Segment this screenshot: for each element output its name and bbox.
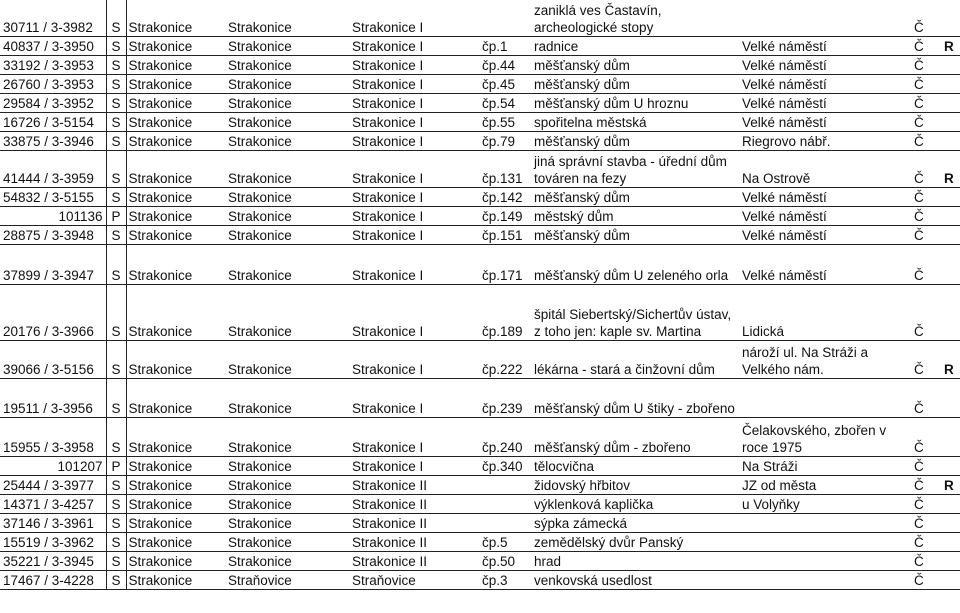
cell-house-number: čp.189 (480, 284, 532, 340)
cell-protection-type: S (106, 570, 126, 589)
cell-protection-type: S (106, 187, 126, 206)
cell-monument-name: sýpka zámecká (532, 513, 740, 532)
cell-flag-r: R (942, 340, 960, 378)
cell-district: Strakonice (126, 456, 226, 475)
cell-district: Strakonice (126, 0, 226, 36)
cell-street (740, 532, 912, 551)
cell-street (740, 513, 912, 532)
table-row (0, 93, 960, 112)
table-row (0, 55, 960, 74)
cell-monument-name: výklenková kaplička (532, 494, 740, 513)
cell-municipality: Strakonice (226, 340, 350, 378)
cell-house-number: čp.3 (480, 570, 532, 589)
cell-municipality: Strakonice (226, 417, 350, 456)
cell-catalog-number: 39066 / 3-5156 (0, 340, 106, 378)
cell-flag-c: Č (912, 513, 942, 532)
cell-municipality-part: Strakonice I (350, 206, 480, 225)
cell-street: u Volyňky (740, 494, 912, 513)
cell-house-number: čp.5 (480, 532, 532, 551)
cell-catalog-number: 37899 / 3-3947 (0, 244, 106, 284)
cell-municipality: Strakonice (226, 513, 350, 532)
cell-house-number: čp.44 (480, 55, 532, 74)
cell-municipality-part: Strakonice I (350, 340, 480, 378)
cell-protection-type: S (106, 244, 126, 284)
cell-municipality-part: Strakonice I (350, 456, 480, 475)
cell-protection-type: S (106, 93, 126, 112)
cell-house-number: čp.50 (480, 551, 532, 570)
cell-monument-name: hrad (532, 551, 740, 570)
cell-protection-type: P (106, 206, 126, 225)
cell-flag-r (942, 494, 960, 513)
cell-catalog-number: 41444 / 3-3959 (0, 150, 106, 187)
cell-house-number: čp.131 (480, 150, 532, 187)
cell-catalog-number: 29584 / 3-3952 (0, 93, 106, 112)
cell-municipality-part: Strakonice II (350, 513, 480, 532)
cell-house-number: čp.55 (480, 112, 532, 131)
table-row (0, 284, 960, 340)
cell-municipality: Strakonice (226, 378, 350, 417)
cell-catalog-number: 20176 / 3-3966 (0, 284, 106, 340)
cell-municipality-part: Strakonice I (350, 417, 480, 456)
cell-street: Na Ostrově (740, 150, 912, 187)
cell-municipality-part: Strakonice I (350, 131, 480, 150)
cell-municipality-part: Strakonice I (350, 112, 480, 131)
cell-district: Strakonice (126, 340, 226, 378)
cell-municipality: Strakonice (226, 475, 350, 494)
table-row (0, 340, 960, 378)
cell-monument-name: měšťanský dům (532, 187, 740, 206)
cell-municipality-part: Strakonice II (350, 475, 480, 494)
table-row (0, 225, 960, 244)
cell-monument-name: venkovská usedlost (532, 570, 740, 589)
cell-monument-name: zemědělský dvůr Panský (532, 532, 740, 551)
cell-flag-c: Č (912, 244, 942, 284)
cell-monument-name: městský dům (532, 206, 740, 225)
cell-street: Velké náměstí (740, 55, 912, 74)
table-row (0, 532, 960, 551)
cell-municipality-part: Strakonice I (350, 225, 480, 244)
cell-street (740, 551, 912, 570)
cell-street (740, 378, 912, 417)
cell-municipality-part: Straňovice (350, 570, 480, 589)
cell-flag-r (942, 244, 960, 284)
table-row (0, 551, 960, 570)
cell-district: Strakonice (126, 284, 226, 340)
cell-municipality: Strakonice (226, 150, 350, 187)
table-row (0, 570, 960, 589)
cell-flag-c: Č (912, 112, 942, 131)
table-row (0, 36, 960, 55)
cell-municipality: Strakonice (226, 187, 350, 206)
cell-house-number: čp.79 (480, 131, 532, 150)
cell-flag-r (942, 532, 960, 551)
cell-flag-c: Č (912, 532, 942, 551)
cell-municipality-part: Strakonice I (350, 36, 480, 55)
cell-flag-r (942, 417, 960, 456)
cell-municipality: Strakonice (226, 36, 350, 55)
cell-house-number: čp.54 (480, 93, 532, 112)
cell-district: Strakonice (126, 570, 226, 589)
cell-catalog-number: 40837 / 3-3950 (0, 36, 106, 55)
cell-catalog-number: 33192 / 3-3953 (0, 55, 106, 74)
cell-flag-r (942, 93, 960, 112)
table-row (0, 513, 960, 532)
cell-protection-type: S (106, 112, 126, 131)
cell-house-number: čp.45 (480, 74, 532, 93)
cell-municipality: Strakonice (226, 284, 350, 340)
cell-flag-r (942, 513, 960, 532)
cell-municipality: Strakonice (226, 112, 350, 131)
cell-monument-name: jiná správní stavba - úřední dům továren na fezy (532, 150, 740, 187)
cell-flag-c: Č (912, 55, 942, 74)
cell-municipality: Strakonice (226, 494, 350, 513)
cell-district: Strakonice (126, 112, 226, 131)
cell-catalog-number: 19511 / 3-3956 (0, 378, 106, 417)
cell-district: Strakonice (126, 55, 226, 74)
cell-flag-r (942, 284, 960, 340)
cell-street: nároží ul. Na Stráži a Velkého nám. (740, 340, 912, 378)
cell-municipality: Strakonice (226, 244, 350, 284)
cell-catalog-number: 30711 / 3-3982 (0, 0, 106, 36)
cell-district: Strakonice (126, 244, 226, 284)
cell-flag-c: Č (912, 93, 942, 112)
cell-district: Strakonice (126, 36, 226, 55)
cell-catalog-number: 15519 / 3-3962 (0, 532, 106, 551)
table-row (0, 494, 960, 513)
cell-municipality: Straňovice (226, 570, 350, 589)
cell-district: Strakonice (126, 417, 226, 456)
cell-monument-name: spořitelna městská (532, 112, 740, 131)
cell-street: Velké náměstí (740, 112, 912, 131)
cell-flag-c: Č (912, 475, 942, 494)
cell-municipality-part: Strakonice I (350, 244, 480, 284)
cell-monument-name: lékárna - stará a činžovní dům (532, 340, 740, 378)
cell-protection-type: S (106, 0, 126, 36)
cell-catalog-number: 17467 / 3-4228 (0, 570, 106, 589)
cell-street: Čelakovského, zbořen v roce 1975 (740, 417, 912, 456)
cell-monument-name: špitál Siebertský/Sichertův ústav, z toho jen: kaple sv. Martina (532, 284, 740, 340)
cell-catalog-number: 28875 / 3-3948 (0, 225, 106, 244)
cell-catalog-number: 25444 / 3-3977 (0, 475, 106, 494)
cell-flag-c: Č (912, 456, 942, 475)
cell-municipality: Strakonice (226, 532, 350, 551)
cell-flag-r (942, 55, 960, 74)
cell-flag-r: R (942, 150, 960, 187)
cell-flag-r (942, 456, 960, 475)
cell-protection-type: S (106, 551, 126, 570)
cell-monument-name: měšťanský dům - zbořeno (532, 417, 740, 456)
cell-district: Strakonice (126, 187, 226, 206)
cell-municipality-part: Strakonice I (350, 0, 480, 36)
cell-protection-type: S (106, 284, 126, 340)
cell-house-number: čp.171 (480, 244, 532, 284)
cell-protection-type: S (106, 417, 126, 456)
table-row (0, 0, 960, 36)
table-row (0, 131, 960, 150)
cell-municipality-part: Strakonice II (350, 551, 480, 570)
cell-house-number: čp.239 (480, 378, 532, 417)
cell-flag-r: R (942, 36, 960, 55)
cell-flag-c: Č (912, 494, 942, 513)
cell-flag-c: Č (912, 206, 942, 225)
cell-monument-name: měšťanský dům (532, 55, 740, 74)
cell-protection-type: S (106, 150, 126, 187)
cell-municipality: Strakonice (226, 225, 350, 244)
cell-flag-r (942, 570, 960, 589)
cell-catalog-number: 101136 (0, 206, 106, 225)
cell-protection-type: S (106, 494, 126, 513)
cell-district: Strakonice (126, 513, 226, 532)
cell-catalog-number: 101207 (0, 456, 106, 475)
table-row (0, 417, 960, 456)
cell-flag-r (942, 206, 960, 225)
cell-municipality: Strakonice (226, 551, 350, 570)
cell-monument-name: tělocvična (532, 456, 740, 475)
cell-flag-c: Č (912, 551, 942, 570)
cell-catalog-number: 33875 / 3-3946 (0, 131, 106, 150)
cell-municipality-part: Strakonice I (350, 378, 480, 417)
cell-district: Strakonice (126, 225, 226, 244)
cell-flag-r (942, 131, 960, 150)
cell-municipality: Strakonice (226, 456, 350, 475)
cell-house-number (480, 0, 532, 36)
cell-street: Velké náměstí (740, 36, 912, 55)
cell-district: Strakonice (126, 532, 226, 551)
cell-monument-name: zaniklá ves Častavín, archeologické stopy (532, 0, 740, 36)
cell-flag-c: Č (912, 284, 942, 340)
cell-catalog-number: 26760 / 3-3953 (0, 74, 106, 93)
table-row (0, 112, 960, 131)
cell-municipality: Strakonice (226, 206, 350, 225)
cell-street: Na Stráži (740, 456, 912, 475)
cell-catalog-number: 14371 / 3-4257 (0, 494, 106, 513)
cell-flag-r (942, 112, 960, 131)
cell-flag-r (942, 187, 960, 206)
cell-monument-name: měšťanský dům U hroznu (532, 93, 740, 112)
cell-street: Velké náměstí (740, 225, 912, 244)
cell-street (740, 570, 912, 589)
cell-district: Strakonice (126, 93, 226, 112)
cell-protection-type: S (106, 475, 126, 494)
cell-municipality-part: Strakonice I (350, 284, 480, 340)
cell-flag-c: Č (912, 340, 942, 378)
cell-monument-name: radnice (532, 36, 740, 55)
cell-monument-name: měšťanský dům U zeleného orla (532, 244, 740, 284)
cell-flag-c: Č (912, 36, 942, 55)
cell-house-number (480, 513, 532, 532)
cell-street: Lidická (740, 284, 912, 340)
cell-municipality: Strakonice (226, 93, 350, 112)
cell-monument-name: měšťanský dům U štiky - zbořeno (532, 378, 740, 417)
table-row (0, 187, 960, 206)
cell-street: Velké náměstí (740, 206, 912, 225)
cell-street: Velké náměstí (740, 74, 912, 93)
cell-flag-c: Č (912, 417, 942, 456)
cell-monument-name: měšťanský dům (532, 74, 740, 93)
cell-flag-r: R (942, 475, 960, 494)
table-row (0, 475, 960, 494)
cell-flag-c: Č (912, 187, 942, 206)
cell-protection-type: S (106, 55, 126, 74)
cell-district: Strakonice (126, 131, 226, 150)
cell-protection-type: S (106, 378, 126, 417)
cell-catalog-number: 15955 / 3-3958 (0, 417, 106, 456)
cell-protection-type: S (106, 225, 126, 244)
cell-monument-name: židovský hřbitov (532, 475, 740, 494)
cell-house-number: čp.142 (480, 187, 532, 206)
cell-district: Strakonice (126, 378, 226, 417)
cell-protection-type: S (106, 36, 126, 55)
cell-catalog-number: 54832 / 3-5155 (0, 187, 106, 206)
cell-house-number: čp.151 (480, 225, 532, 244)
cell-municipality-part: Strakonice II (350, 494, 480, 513)
cell-flag-c: Č (912, 570, 942, 589)
table-row (0, 456, 960, 475)
cell-house-number: čp.1 (480, 36, 532, 55)
cell-flag-c: Č (912, 131, 942, 150)
cell-municipality-part: Strakonice I (350, 74, 480, 93)
cell-street: Velké náměstí (740, 244, 912, 284)
cell-protection-type: S (106, 131, 126, 150)
table-row (0, 244, 960, 284)
cell-flag-c: Č (912, 150, 942, 187)
cell-house-number (480, 494, 532, 513)
cell-street: Velké náměstí (740, 187, 912, 206)
cell-district: Strakonice (126, 494, 226, 513)
table-row (0, 378, 960, 417)
table-row (0, 150, 960, 187)
cell-flag-c: Č (912, 378, 942, 417)
cell-protection-type: S (106, 532, 126, 551)
cell-house-number: čp.240 (480, 417, 532, 456)
cell-municipality-part: Strakonice I (350, 187, 480, 206)
cell-municipality-part: Strakonice I (350, 150, 480, 187)
cell-catalog-number: 35221 / 3-3945 (0, 551, 106, 570)
cell-flag-r (942, 551, 960, 570)
cell-municipality-part: Strakonice I (350, 55, 480, 74)
cell-district: Strakonice (126, 475, 226, 494)
cell-street: JZ od města (740, 475, 912, 494)
table-row (0, 206, 960, 225)
cell-district: Strakonice (126, 74, 226, 93)
table-row (0, 74, 960, 93)
cell-monument-name: měšťanský dům (532, 131, 740, 150)
cell-flag-r (942, 378, 960, 417)
cell-municipality-part: Strakonice II (350, 532, 480, 551)
cell-flag-c: Č (912, 225, 942, 244)
cell-municipality: Strakonice (226, 55, 350, 74)
cell-municipality: Strakonice (226, 131, 350, 150)
cell-flag-r (942, 0, 960, 36)
cell-house-number: čp.222 (480, 340, 532, 378)
cell-protection-type: S (106, 74, 126, 93)
cell-street: Velké náměstí (740, 93, 912, 112)
cell-house-number: čp.149 (480, 206, 532, 225)
cell-street: Riegrovo nábř. (740, 131, 912, 150)
cell-municipality: Strakonice (226, 0, 350, 36)
cell-protection-type: S (106, 340, 126, 378)
cell-flag-c: Č (912, 74, 942, 93)
cell-protection-type: P (106, 456, 126, 475)
cell-monument-name: měšťanský dům (532, 225, 740, 244)
cell-flag-r (942, 74, 960, 93)
cell-catalog-number: 37146 / 3-3961 (0, 513, 106, 532)
cell-district: Strakonice (126, 206, 226, 225)
cell-municipality-part: Strakonice I (350, 93, 480, 112)
cell-flag-r (942, 225, 960, 244)
cell-protection-type: S (106, 513, 126, 532)
cell-house-number: čp.340 (480, 456, 532, 475)
cell-catalog-number: 16726 / 3-5154 (0, 112, 106, 131)
cell-flag-c: Č (912, 0, 942, 36)
cell-municipality: Strakonice (226, 74, 350, 93)
cell-district: Strakonice (126, 551, 226, 570)
cell-street (740, 0, 912, 36)
cell-district: Strakonice (126, 150, 226, 187)
cell-house-number (480, 475, 532, 494)
